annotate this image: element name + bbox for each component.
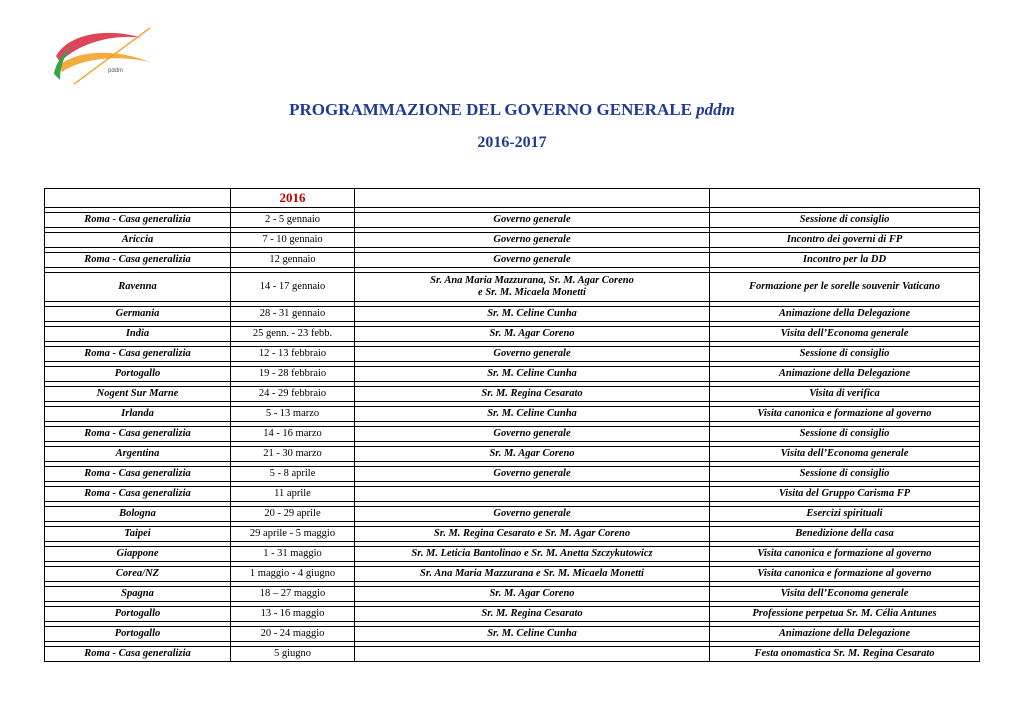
who-cell: Sr. M. Agar Coreno [355, 587, 710, 602]
date-cell: 14 - 16 marzo [231, 427, 355, 442]
activity-cell: Sessione di consiglio [710, 467, 980, 482]
place-cell: India [45, 327, 231, 342]
year-row-empty-place [45, 189, 231, 208]
activity-cell: Visita del Gruppo Carisma FP [710, 487, 980, 502]
date-cell: 1 maggio - 4 giugno [231, 567, 355, 582]
date-cell: 7 - 10 gennaio [231, 233, 355, 248]
place-cell: Argentina [45, 447, 231, 462]
who-cell: Governo generale [355, 507, 710, 522]
place-cell: Roma - Casa generalizia [45, 427, 231, 442]
who-cell: Governo generale [355, 347, 710, 362]
who-cell: Governo generale [355, 233, 710, 248]
year-label: 2016 [231, 189, 355, 208]
who-cell: Sr. Ana Maria Mazzurana e Sr. M. Micaela Monetti [355, 567, 710, 582]
place-cell: Roma - Casa generalizia [45, 647, 231, 662]
who-cell: Governo generale [355, 467, 710, 482]
pddm-logo [50, 22, 160, 88]
date-cell: 2 - 5 gennaio [231, 213, 355, 228]
activity-cell: Visita dell’Economa generale [710, 587, 980, 602]
activity-cell: Visita dell’Economa generale [710, 327, 980, 342]
place-cell: Irlanda [45, 407, 231, 422]
who-cell: Sr. M. Celine Cunha [355, 407, 710, 422]
year-row-empty-who [355, 189, 710, 208]
place-cell: Taipei [45, 527, 231, 542]
table-row [45, 347, 980, 362]
place-cell: Ariccia [45, 233, 231, 248]
who-cell: Sr. M. Celine Cunha [355, 627, 710, 642]
table-row [45, 327, 980, 342]
activity-cell: Animazione della Delegazione [710, 307, 980, 322]
who-cell: Sr. M. Leticia Bantolinao e Sr. M. Anetta Szczykutowicz [355, 547, 710, 562]
page-title [0, 100, 1024, 120]
place-cell: Roma - Casa generalizia [45, 253, 231, 268]
activity-cell: Festa onomastica Sr. M. Regina Cesarato [710, 647, 980, 662]
who-line-1: Sr. Ana Maria Mazzurana, Sr. M. Agar Coreno [430, 275, 634, 286]
date-cell: 24 - 29 febbraio [231, 387, 355, 402]
table-row [45, 647, 980, 662]
date-cell: 5 - 8 aprile [231, 467, 355, 482]
date-cell: 11 aprile [231, 487, 355, 502]
title-main: PROGRAMMAZIONE DEL GOVERNO GENERALE [289, 100, 692, 119]
place-cell: Roma - Casa generalizia [45, 213, 231, 228]
place-cell: Roma - Casa generalizia [45, 487, 231, 502]
who-cell: Sr. M. Agar Coreno [355, 327, 710, 342]
who-cell [355, 273, 710, 302]
table-row [45, 467, 980, 482]
date-cell: 18 – 27 maggio [231, 587, 355, 602]
place-cell: Ravenna [45, 273, 231, 302]
table-row [45, 447, 980, 462]
table-row [45, 407, 980, 422]
place-cell: Roma - Casa generalizia [45, 347, 231, 362]
place-cell: Roma - Casa generalizia [45, 467, 231, 482]
date-cell: 25 genn. - 23 febb. [231, 327, 355, 342]
activity-cell: Professione perpetua Sr. M. Célia Antunes [710, 607, 980, 622]
who-cell: Governo generale [355, 213, 710, 228]
date-cell: 12 - 13 febbraio [231, 347, 355, 362]
activity-cell: Visita canonica e formazione al governo [710, 547, 980, 562]
who-cell: Governo generale [355, 427, 710, 442]
activity-cell: Sessione di consiglio [710, 347, 980, 362]
year-row-empty-what [710, 189, 980, 208]
year-row [45, 189, 980, 208]
table-row [45, 213, 980, 228]
table-row [45, 547, 980, 562]
table-row [45, 627, 980, 642]
date-cell: 12 gennaio [231, 253, 355, 268]
date-cell: 20 - 24 maggio [231, 627, 355, 642]
date-cell: 29 aprile - 5 maggio [231, 527, 355, 542]
date-cell: 14 - 17 gennaio [231, 273, 355, 302]
table-row [45, 387, 980, 402]
who-cell: Governo generale [355, 253, 710, 268]
schedule-table [44, 188, 980, 662]
date-cell: 5 - 13 marzo [231, 407, 355, 422]
date-cell: 1 - 31 maggio [231, 547, 355, 562]
activity-cell: Visita di verifica [710, 387, 980, 402]
activity-cell: Visita canonica e formazione al governo [710, 407, 980, 422]
activity-cell: Incontro dei governi di FP [710, 233, 980, 248]
who-cell: Sr. M. Agar Coreno [355, 447, 710, 462]
place-cell: Giappone [45, 547, 231, 562]
table-row [45, 273, 980, 302]
activity-cell: Esercizi spirituali [710, 507, 980, 522]
date-cell: 21 - 30 marzo [231, 447, 355, 462]
who-cell: Sr. M. Celine Cunha [355, 307, 710, 322]
date-cell: 28 - 31 gennaio [231, 307, 355, 322]
table-row [45, 253, 980, 268]
page-subtitle-years: 2016-2017 [477, 134, 547, 151]
place-cell: Spagna [45, 587, 231, 602]
table-row [45, 427, 980, 442]
who-line-2: e Sr. M. Micaela Monetti [478, 287, 586, 298]
who-cell [355, 647, 710, 662]
date-cell: 5 giugno [231, 647, 355, 662]
table-row [45, 567, 980, 582]
place-cell: Germania [45, 307, 231, 322]
table-row [45, 233, 980, 248]
table-row [45, 367, 980, 382]
place-cell: Corea/NZ [45, 567, 231, 582]
table-row [45, 527, 980, 542]
who-cell [355, 487, 710, 502]
table-row [45, 607, 980, 622]
activity-cell: Animazione della Delegazione [710, 627, 980, 642]
activity-cell: Visita canonica e formazione al governo [710, 567, 980, 582]
who-cell: Sr. M. Regina Cesarato e Sr. M. Agar Coreno [355, 527, 710, 542]
activity-cell: Sessione di consiglio [710, 213, 980, 228]
logo-text: pddm [108, 68, 124, 74]
place-cell: Nogent Sur Marne [45, 387, 231, 402]
table-row [45, 507, 980, 522]
place-cell: Portogallo [45, 607, 231, 622]
activity-cell: Benedizione della casa [710, 527, 980, 542]
table-row [45, 307, 980, 322]
who-cell: Sr. M. Celine Cunha [355, 367, 710, 382]
activity-cell: Incontro per la DD [710, 253, 980, 268]
place-cell: Bologna [45, 507, 231, 522]
title-suffix: pddm [696, 100, 735, 119]
activity-cell: Animazione della Delegazione [710, 367, 980, 382]
activity-cell: Formazione per le sorelle souvenir Vaticano [710, 273, 980, 302]
who-cell: Sr. M. Regina Cesarato [355, 387, 710, 402]
place-cell: Portogallo [45, 627, 231, 642]
date-cell: 20 - 29 aprile [231, 507, 355, 522]
table-row [45, 487, 980, 502]
date-cell: 13 - 16 maggio [231, 607, 355, 622]
activity-cell: Visita dell’Economa generale [710, 447, 980, 462]
who-cell: Sr. M. Regina Cesarato [355, 607, 710, 622]
date-cell: 19 - 28 febbraio [231, 367, 355, 382]
activity-cell: Sessione di consiglio [710, 427, 980, 442]
table-row [45, 587, 980, 602]
place-cell: Portogallo [45, 367, 231, 382]
